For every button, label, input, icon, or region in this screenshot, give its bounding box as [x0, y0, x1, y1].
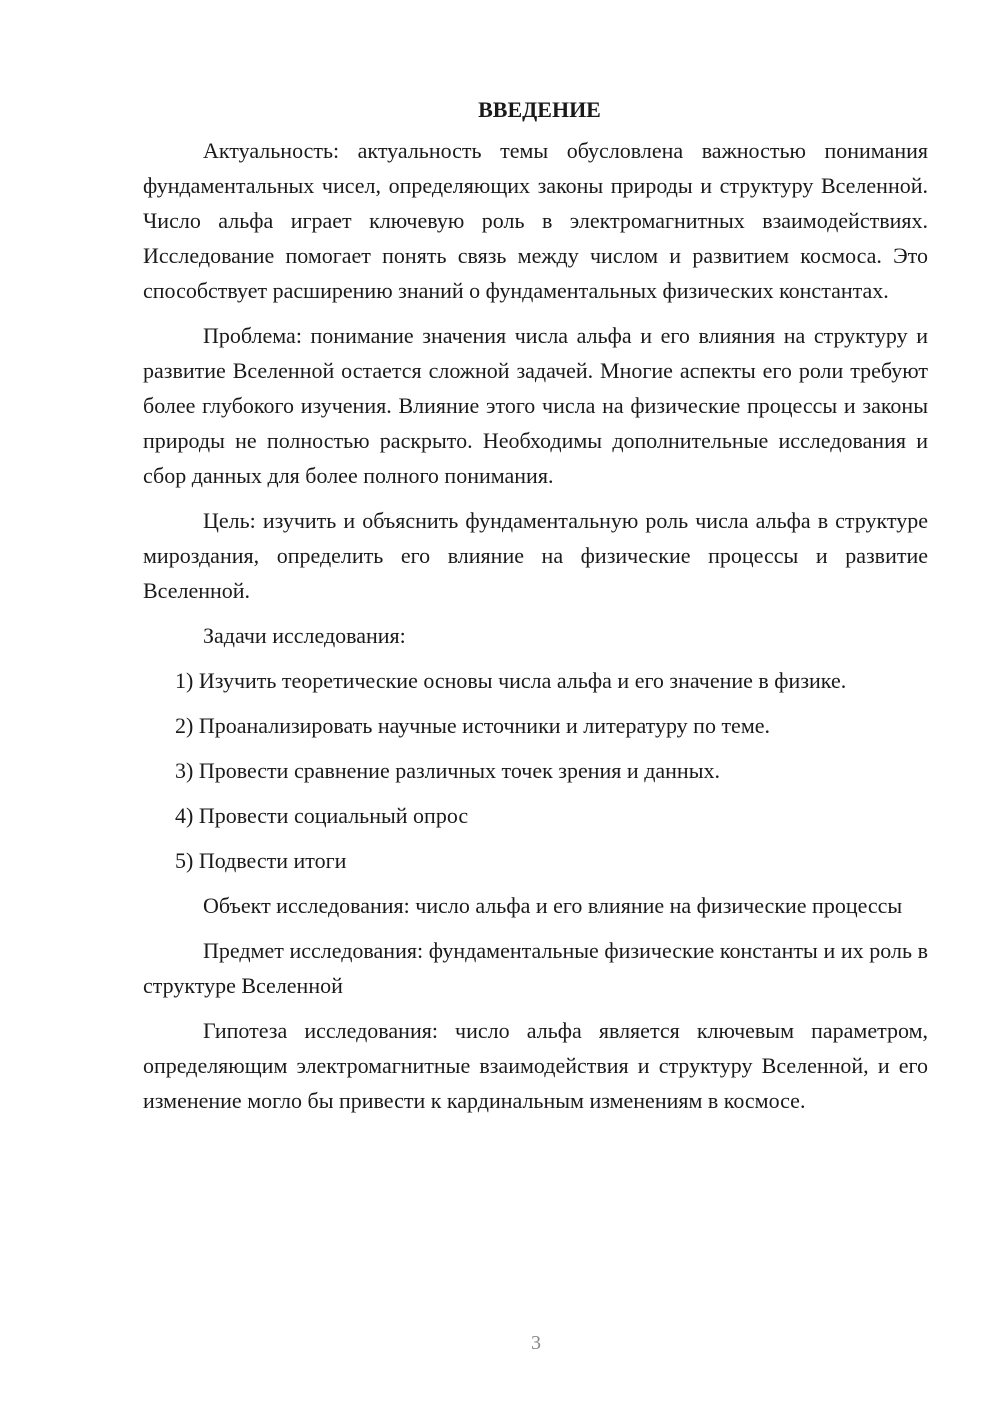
list-item: 4) Провести социальный опрос — [175, 803, 469, 828]
object-paragraph: Объект исследования: число альфа и его влияние на физические процессы — [203, 893, 903, 918]
list-item: 2) Проанализировать научные источники и литературу по теме. — [175, 713, 771, 738]
hypothesis-paragraph: Гипотеза исследования: число альфа является ключевым параметром, определяющим электромагнитные взаимодействия и структуру Вселенной, и его изменение могло бы привести к кардинальным изменениям в космосе. — [143, 1018, 928, 1113]
problem-paragraph: Проблема: понимание значения числа альфа и его влияния на структуру и развитие Вселенной остается сложной задачей. Многие аспекты его роли требуют более глубокого изучения. Влияние этого числа на физические процессы и законы природы не полностью раскрыто. Необходимы дополнительные исследования и сбор данных для более полного понимания. — [143, 323, 928, 488]
goal-paragraph: Цель: изучить и объяснить фундаментальную роль числа альфа в структуре мироздания, определить его влияние на физические процессы и развитие Вселенной. — [143, 508, 928, 603]
list-item: 5) Подвести итоги — [175, 848, 347, 873]
tasks-list — [143, 663, 928, 878]
section-heading: ВВЕДЕНИЕ — [478, 97, 601, 122]
relevance-paragraph: Актуальность: актуальность темы обусловлена важностью понимания фундаментальных чисел, определяющих законы природы и структуру Вселенной. Число альфа играет ключевую роль в электромагнитных взаимодействиях. Исследование помогает понять связь между числом и развитием космоса. Это способствует расширению знаний о фундаментальных физических константах. — [143, 138, 928, 303]
subject-paragraph: Предмет исследования: фундаментальные физические константы и их роль в структуре Вселенной — [143, 938, 928, 998]
list-item: 1) Изучить теоретические основы числа альфа и его значение в физике. — [175, 668, 847, 693]
list-item: 3) Провести сравнение различных точек зрения и данных. — [175, 758, 720, 783]
tasks-title: Задачи исследования: — [203, 623, 406, 648]
page-number: 3 — [531, 1332, 541, 1354]
document-page — [143, 92, 928, 1128]
